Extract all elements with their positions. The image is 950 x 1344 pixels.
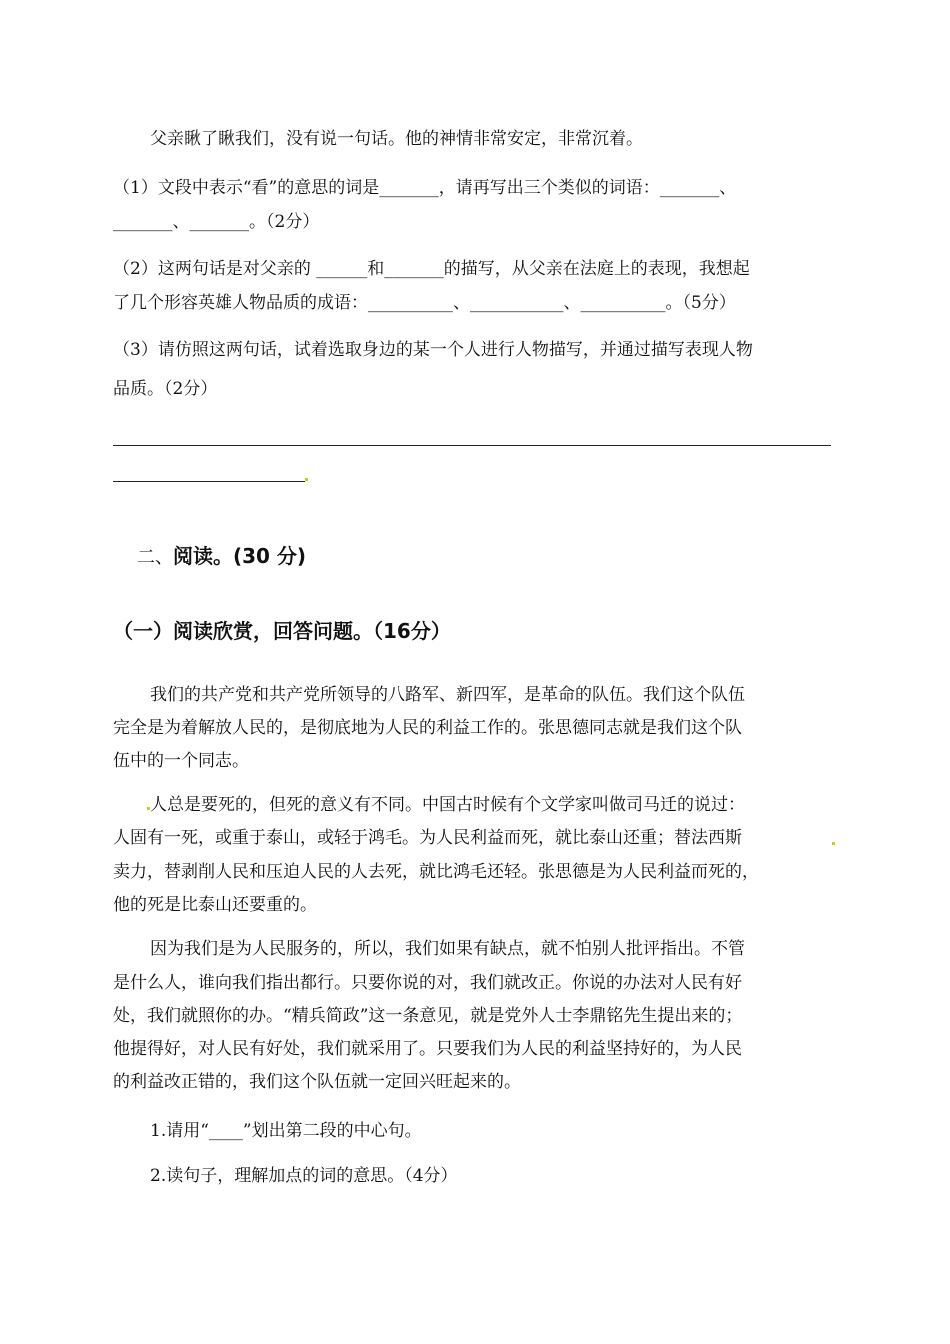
mark-dot: [832, 842, 835, 845]
answer-line-1[interactable]: [113, 445, 831, 446]
reading-p1-line-2: 完全是为着解放人民的，是彻底地为人民的利益工作的。张思德同志就是我们这个队: [113, 718, 742, 738]
section-2-prefix: 二、: [137, 547, 173, 568]
section-2-heading: [137, 540, 306, 569]
reading-p3-line-1: 因为我们是为人民服务的，所以，我们如果有缺点，就不怕别人批评指出。不管: [150, 939, 745, 959]
reading-p3-line-5: 的利益改正错的，我们这个队伍就一定回兴旺起来的。: [113, 1072, 521, 1092]
reading-p2-line-3: 卖力，替剥削人民和压迫人民的人去死，就比鸿毛还轻。张思德是为人民利益而死的，: [113, 862, 759, 882]
question-item-1: 1.请用“____”划出第二段的中心句。: [150, 1121, 422, 1141]
question-2-line-1: （2）这两句话是对父亲的 ______和_______的描写，从父亲在法庭上的表现，我想起: [113, 259, 750, 279]
reading-p3-line-3: 处，我们就照你的办。“精兵简政”这一条意见，就是党外人士李鼎铭先生提出来的；: [113, 1006, 743, 1026]
reading-p1-line-3: 伍中的一个同志。: [113, 751, 249, 771]
answer-line-2[interactable]: [113, 481, 305, 482]
reading-p3-line-2: 是什么人，谁向我们指出都行。只要你说的对，我们就改正。你说的办法对人民有好: [113, 973, 742, 993]
question-1-line-2: _______、_______。（2分）: [113, 212, 320, 232]
question-2-line-2: 了几个形容英雄人物品质的成语：__________、___________、__________。（5分）: [113, 293, 736, 313]
question-3-line-1: （3）请仿照这两句话，试着选取身边的某一个人进行人物描写，并通过描写表现人物: [113, 340, 753, 360]
mark-dot: [305, 478, 308, 481]
question-1-line-1: （1）文段中表示“看”的意思的词是_______，请再写出三个类似的词语：_______、: [113, 178, 737, 198]
reading-p2-line-2: 人固有一死，或重于泰山，或轻于鸿毛。为人民利益而死，就比泰山还重；替法西斯: [113, 828, 742, 848]
question-3-line-2: 品质。（2分）: [113, 379, 218, 399]
question-item-2: 2.读句子，理解加点的词的意思。（4分）: [150, 1166, 458, 1186]
reading-p2-line-4: 他的死是比泰山还要重的。: [113, 895, 317, 915]
reading-p2-line-1: 人总是要死的，但死的意义有不同。中国古时候有个文学家叫做司马迁的说过：: [150, 795, 745, 815]
subsection-1-title: （一）阅读欣赏，回答问题。（16分）: [113, 619, 451, 643]
reading-p3-line-4: 他提得好，对人民有好处，我们就采用了。只要我们为人民的利益坚持好的，为人民: [113, 1039, 742, 1059]
reading-p1-line-1: 我们的共产党和共产党所领导的八路军、新四军，是革命的队伍。我们这个队伍: [150, 685, 745, 705]
passage-intro: 父亲瞅了瞅我们，没有说一句话。他的神情非常安定，非常沉着。: [150, 129, 643, 149]
section-2-title: 阅读。(30 分): [173, 544, 307, 568]
